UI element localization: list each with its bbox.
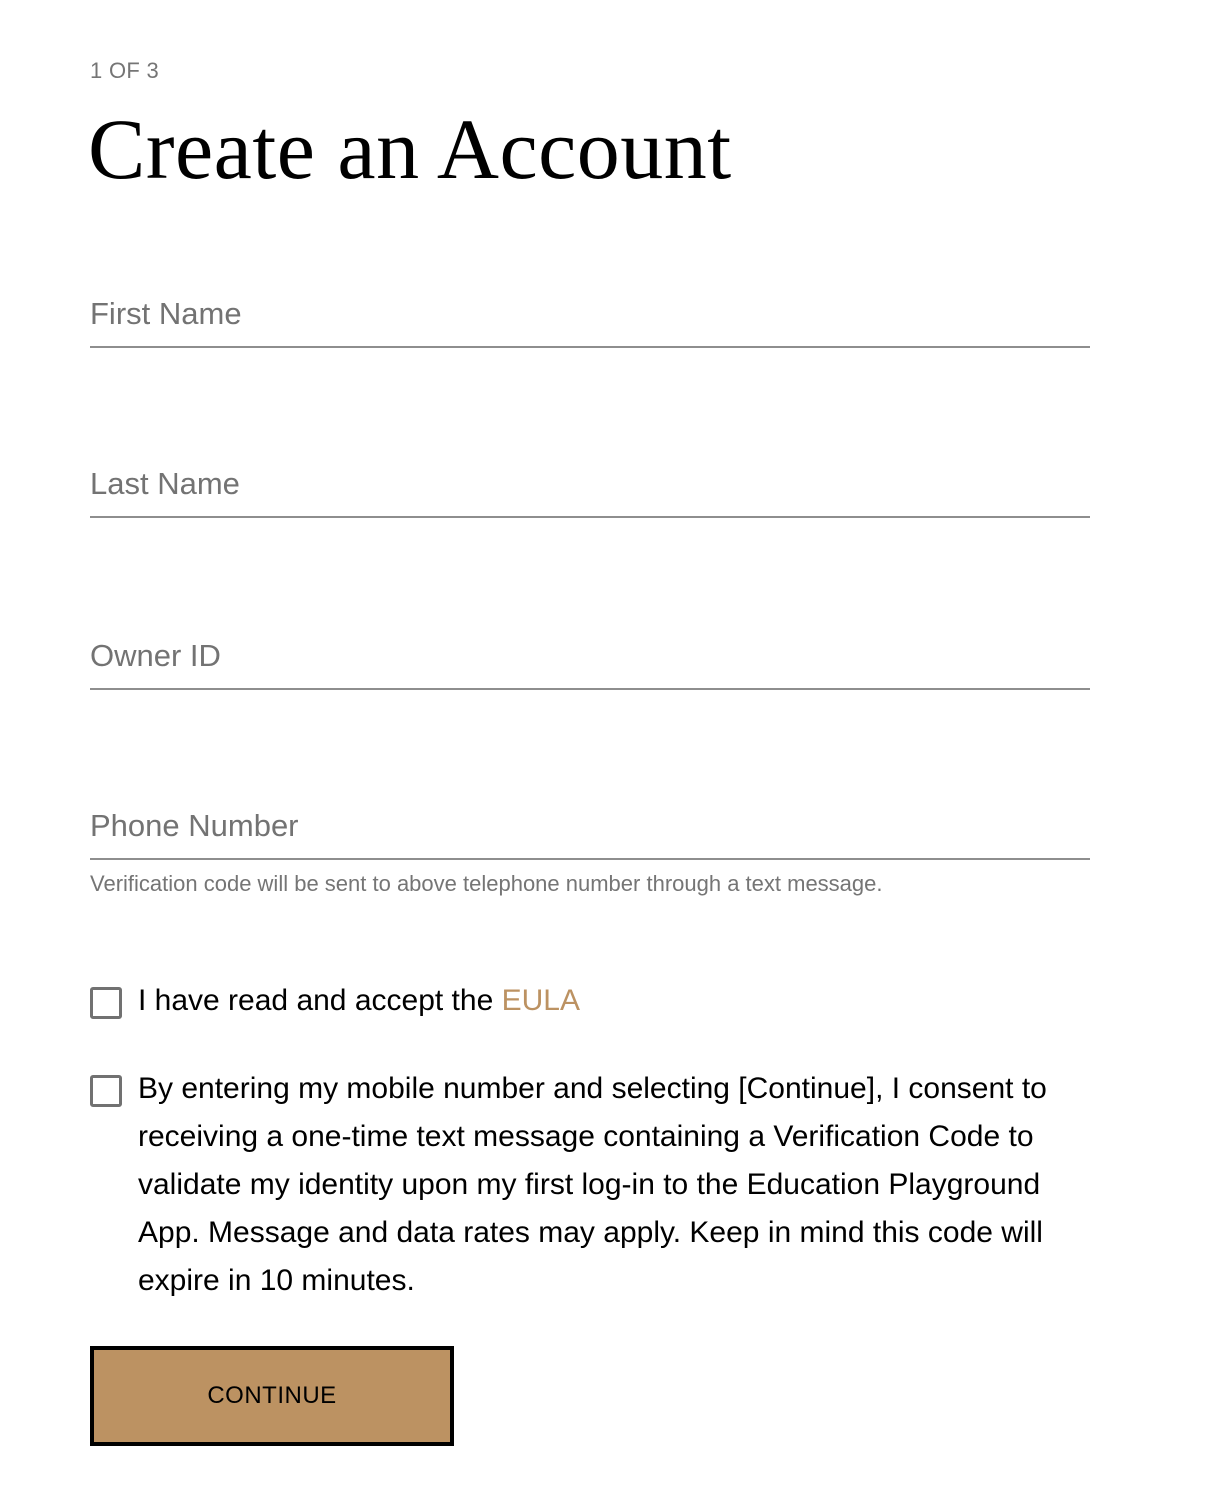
first-name-input[interactable] <box>90 292 1090 348</box>
last-name-input[interactable] <box>90 462 1090 518</box>
owner-id-field <box>90 630 1090 690</box>
owner-id-input[interactable] <box>90 634 1090 690</box>
eula-checkbox-row <box>90 977 1090 1025</box>
eula-link[interactable]: EULA <box>501 984 580 1017</box>
phone-number-field <box>90 800 1090 860</box>
consent-label: By entering my mobile number and selecting [Continue], I consent to receiving a one-time text message containing a Verification Code to validate my identity upon my first log-in to the Education Playground App. Message and data rates may apply. Keep in mind this code will expire in 10 minutes. <box>138 1072 1047 1297</box>
phone-number-input[interactable] <box>90 804 1090 860</box>
first-name-field <box>90 288 1090 348</box>
eula-label <box>138 977 580 1025</box>
eula-label-text: I have read and accept the <box>138 984 502 1017</box>
eula-checkbox[interactable] <box>90 987 122 1019</box>
last-name-field <box>90 458 1090 518</box>
phone-helper-text: Verification code will be sent to above telephone number through a text message. <box>90 871 883 896</box>
continue-button[interactable]: CONTINUE <box>90 1346 454 1446</box>
step-indicator: 1 OF 3 <box>90 58 160 83</box>
consent-checkbox[interactable] <box>90 1075 122 1107</box>
page-title: Create an Account <box>88 101 732 197</box>
consent-checkbox-row <box>90 1065 1090 1305</box>
